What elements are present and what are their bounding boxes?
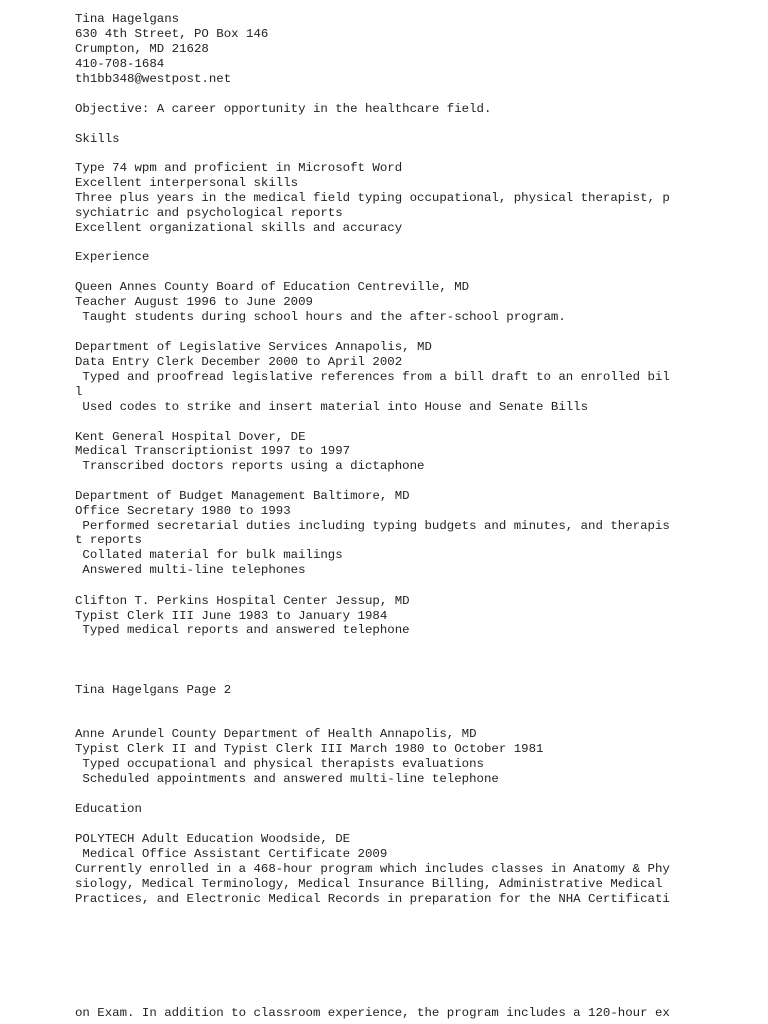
job-duty-line: Used codes to strike and insert material into House and Senate Bills (75, 400, 589, 414)
education-detail-line: siology, Medical Terminology, Medical Insurance Billing, Administrative Medical (75, 877, 663, 891)
school-line: POLYTECH Adult Education Woodside, DE (75, 832, 351, 846)
employer-line: Kent General Hospital Dover, DE (75, 430, 306, 444)
applicant-name: Tina Hagelgans (75, 12, 180, 26)
job-duty-line: Taught students during school hours and the after-school program. (75, 310, 566, 324)
job-duty-line: Typed medical reports and answered telephone (75, 623, 410, 637)
page-header: Tina Hagelgans Page 2 (75, 683, 232, 697)
employer-line: Department of Legislative Services Annapolis, MD (75, 340, 432, 354)
education-detail-line: Practices, and Electronic Medical Records in preparation for the NHA Certificati (75, 892, 670, 906)
education-detail-line: on Exam. In addition to classroom experience, the program includes a 120-hour ex (75, 1006, 670, 1020)
job-duty-line: Performed secretarial duties including typing budgets and minutes, and therapis (75, 519, 670, 533)
certificate-line: Medical Office Assistant Certificate 2009 (75, 847, 388, 861)
education-heading: Education (75, 802, 142, 816)
job-duty-line: t reports (75, 533, 142, 547)
address-street: 630 4th Street, PO Box 146 (75, 27, 269, 41)
job-duty-line: Scheduled appointments and answered multi-line telephone (75, 772, 499, 786)
email-address: th1bb348@westpost.net (75, 72, 232, 86)
employer-line: Anne Arundel County Department of Health Annapolis, MD (75, 727, 477, 741)
job-title-line: Office Secretary 1980 to 1993 (75, 504, 291, 518)
job-duty-line: Transcribed doctors reports using a dictaphone (75, 459, 425, 473)
skill-line: Excellent organizational skills and accuracy (75, 221, 403, 235)
employer-line: Queen Annes County Board of Education Centreville, MD (75, 280, 470, 294)
skill-line: Three plus years in the medical field typing occupational, physical therapist, p (75, 191, 670, 205)
objective-line: Objective: A career opportunity in the healthcare field. (75, 102, 492, 116)
phone-number: 410-708-1684 (75, 57, 165, 71)
job-duty-line: Typed occupational and physical therapists evaluations (75, 757, 484, 771)
job-title-line: Teacher August 1996 to June 2009 (75, 295, 313, 309)
job-duty-line: Answered multi-line telephones (75, 563, 306, 577)
skills-heading: Skills (75, 132, 120, 146)
job-title-line: Typist Clerk II and Typist Clerk III March 1980 to October 1981 (75, 742, 544, 756)
skill-line: Type 74 wpm and proficient in Microsoft Word (75, 161, 403, 175)
address-city: Crumpton, MD 21628 (75, 42, 209, 56)
employer-line: Clifton T. Perkins Hospital Center Jessup, MD (75, 594, 410, 608)
skill-line: Excellent interpersonal skills (75, 176, 299, 190)
education-detail-line: Currently enrolled in a 468-hour program which includes classes in Anatomy & Phy (75, 862, 670, 876)
experience-heading: Experience (75, 250, 150, 264)
skill-line: sychiatric and psychological reports (75, 206, 343, 220)
job-duty-line: Collated material for bulk mailings (75, 548, 343, 562)
job-title-line: Data Entry Clerk December 2000 to April 2002 (75, 355, 403, 369)
job-title-line: Typist Clerk III June 1983 to January 1984 (75, 609, 388, 623)
job-duty-line: l (75, 385, 83, 399)
employer-line: Department of Budget Management Baltimore, MD (75, 489, 410, 503)
job-title-line: Medical Transcriptionist 1997 to 1997 (75, 444, 351, 458)
job-duty-line: Typed and proofread legislative references from a bill draft to an enrolled bil (75, 370, 670, 384)
